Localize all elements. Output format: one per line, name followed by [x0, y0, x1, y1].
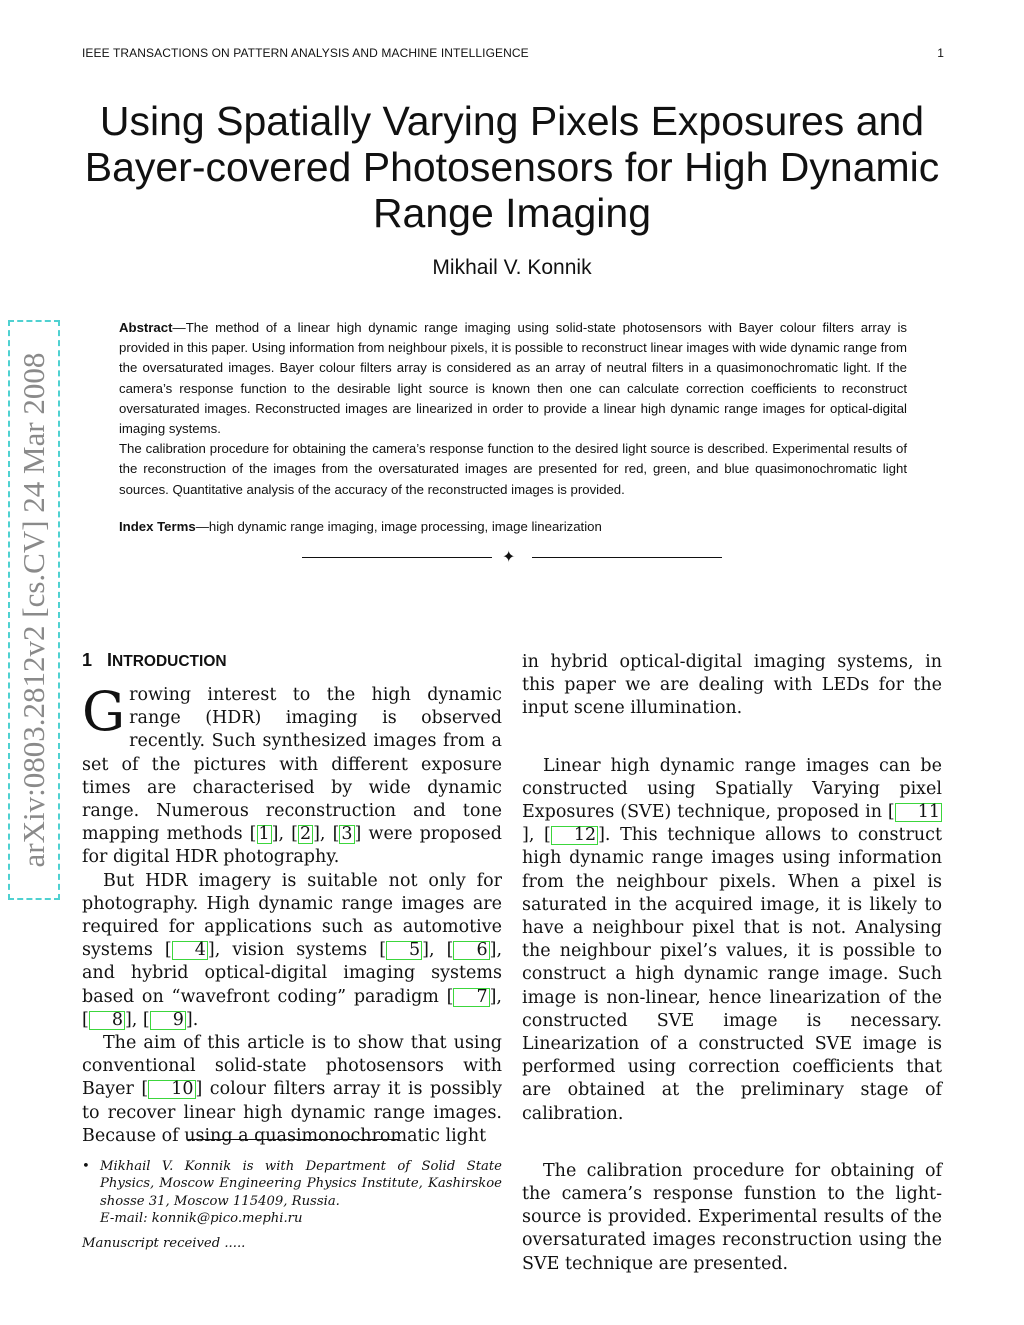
index-terms-text: —high dynamic range imaging, image processing, image linearization	[195, 519, 602, 534]
footnote-email: E-mail: konnik@pico.mephi.ru	[100, 1210, 303, 1226]
citation-link[interactable]: 12	[551, 826, 598, 845]
citation-link[interactable]: 9	[150, 1011, 186, 1030]
arxiv-stamp-link[interactable]	[8, 320, 60, 900]
running-header	[82, 46, 944, 60]
citation-link[interactable]: 11	[895, 803, 942, 822]
paper-title: Using Spatially Varying Pixels Exposures and Bayer-covered Photosensors for High Dynamic Range Imaging	[84, 98, 940, 236]
intro-paragraph-2: But HDR imagery is suitable not only for photography. High dynamic range images are required for applications such as automotive systems [ 4 ], vision systems [ 5 ], [ 6 ], and hybrid optical-digital imaging systems based on “wavefront coding” paradigm [ 7 ], [ 8 ], [ 9 ].	[82, 870, 503, 1030]
manuscript-received: Manuscript received .....	[82, 1236, 246, 1251]
intro-paragraph-6: The calibration procedure for obtaining of the camera’s response funstion to the light-source is provided. Experimental results of the oversaturated images reconstruction using the SVE technique are presented.	[522, 1160, 942, 1274]
section-number: 1	[82, 650, 93, 670]
left-column	[82, 680, 503, 1148]
index-terms-label: Index Terms	[119, 519, 196, 534]
section-title-rest: NTRODUCTION	[112, 653, 227, 670]
author-name: Mikhail V. Konnik	[432, 256, 592, 279]
author-footnote	[82, 1158, 502, 1227]
journal-name: IEEE TRANSACTIONS ON PATTERN ANALYSIS AND MACHINE INTELLIGENCE	[82, 46, 529, 60]
intro-paragraph-5: Linear high dynamic range images can be constructed using Spatially Varying pixel Exposures (SVE) technique, proposed in [ 11], [ 12 ]. This technique allows to construct high dynamic range images using information from the neighbour pixels. When a pixel is saturated in the acquired image, it is likely to have a neighbour pixel that is not. Analysing the neighbour pixel’s values, it is possible to construct a high dynamic range image. Such image is non-linear, hence linearization of the constructed SVE image is necessary. Linearization of a constructed SVE image is performed using correction coefficients that are obtained at the preliminary stage of calibration.	[522, 755, 942, 1124]
citation-link[interactable]: 1	[258, 824, 270, 845]
drop-cap: G	[82, 680, 126, 743]
abstract-label: Abstract	[119, 320, 173, 335]
citation-link[interactable]: 7	[453, 988, 489, 1007]
citation-link[interactable]: 8	[89, 1011, 125, 1030]
intro-paragraph-4: in hybrid optical-digital imaging systems, in this paper we are dealing with LEDs for the input scene illumination.	[522, 652, 942, 719]
right-column	[522, 651, 942, 1276]
citation-link[interactable]: 6	[453, 941, 489, 960]
index-terms	[119, 519, 602, 534]
abstract	[119, 318, 907, 500]
citation-link[interactable]: 3	[341, 824, 353, 845]
abstract-text: —The method of a linear high dynamic range imaging using solid-state photosensors with Bayer colour filters array is provided in this paper. Using information from neighbour pixels, it is possible to reconstruct linear images with wide dynamic range from the oversaturated images. Bayer colour filters array is considered as an array of neutral filters in a quasimonochromatic light. If the camera’s response function to the desirable light source is known then one can calculate correction coefficients to reconstruct oversaturated images. Reconstructed images are linearized in order to provide a linear high dynamic range images for optical-digital imaging systems.	[119, 320, 907, 437]
separator-star-icon: ✦	[502, 549, 516, 566]
arxiv-stamp-text: arXiv:0803.2812v2 [cs.CV] 24 Mar 2008	[16, 352, 51, 868]
section-separator	[302, 548, 722, 568]
abstract-text-2: The calibration procedure for obtaining the camera’s response function to the desired light source is described. Experimental results of the reconstruction of the images from the oversaturated images are presented for red, green, and blue quasimonochromatic light sources. Quantitative analysis of the accuracy of the reconstructed images is provided.	[119, 441, 907, 497]
page-number: 1	[937, 46, 944, 60]
footnote-affiliation: Mikhail V. Konnik is with Department of Solid State Physics, Moscow Engineering Physics Institute, Kashirskoe shosse 31, Moscow 115409, Russia.	[100, 1159, 502, 1209]
citation-link[interactable]: 2	[299, 824, 312, 845]
citation-link[interactable]: 5	[386, 941, 422, 960]
intro-paragraph-3: The aim of this article is to show that using conventional solid-state photosensors with Bayer [ 10 ] colour filters array it is possibly to recover linear high dynamic range images. Because of using a quasimonochromatic light	[82, 1033, 502, 1146]
footnote-rule	[188, 1139, 398, 1140]
citation-link[interactable]: 10	[148, 1080, 195, 1099]
citation-link[interactable]: 4	[172, 941, 208, 960]
section-title-initial: I	[107, 650, 113, 670]
footnote-bullet: •	[82, 1159, 90, 1174]
section-heading-introduction	[82, 650, 227, 671]
intro-paragraph-1: Growing interest to the high dynamic range (HDR) imaging is observed recently. Such synthesized images from a set of the pictures with different exposure times are characterised by wide dynamic range. Numerous reconstruction and tone mapping methods [ 1 ], [ 2 ], [ 3 ] were proposed for digital HDR photography.	[82, 680, 502, 868]
